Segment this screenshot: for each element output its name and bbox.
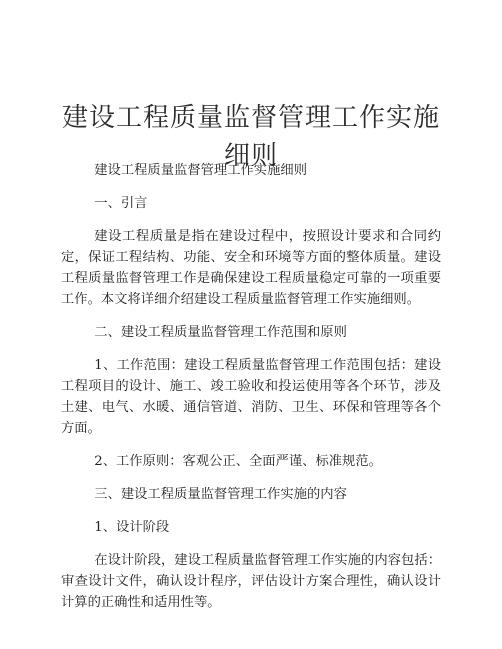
paragraph-design-stage: 在设计阶段，建设工程质量监督管理工作实施的内容包括：审查设计文件，确认设计程序，评估设计方案合理性，确认设计计算的正确性和适用性等。: [61, 553, 441, 610]
paragraph-introduction: 建设工程质量是指在建设过程中，按照设计要求和合同约定，保证工程结构、功能、安全和环境等方面的整体质量。建设工程质量监督管理工作是确保建设工程质量稳定可靠的一项重要工作。本文将详细介绍建设工程质量监督管理工作实施细则。: [61, 229, 441, 307]
paragraph-work-scope: 1、工作范围：建设工程质量监督管理工作范围包括：建设工程项目的设计、施工、竣工验收和投运使用等各个环节，涉及土建、电气、水暖、通信管道、消防、卫生、环保和管理等各个方面。: [61, 358, 441, 436]
section-heading-content: 三、建设工程质量监督管理工作实施的内容: [94, 487, 347, 502]
document-title: 建设工程质量监督管理工作实施细则: [62, 103, 441, 172]
section-heading-scope-principles: 二、建设工程质量监督管理工作范围和原则: [94, 325, 347, 340]
section-heading-introduction: 一、引言: [94, 196, 148, 211]
subsection-heading-design-stage: 1、设计阶段: [94, 520, 170, 535]
paragraph-work-principles: 2、工作原则：客观公正、全面严谨、标准规范。: [94, 454, 382, 469]
document-body: [61, 160, 441, 625]
paragraph-subtitle: 建设工程质量监督管理工作实施细则: [94, 163, 307, 178]
